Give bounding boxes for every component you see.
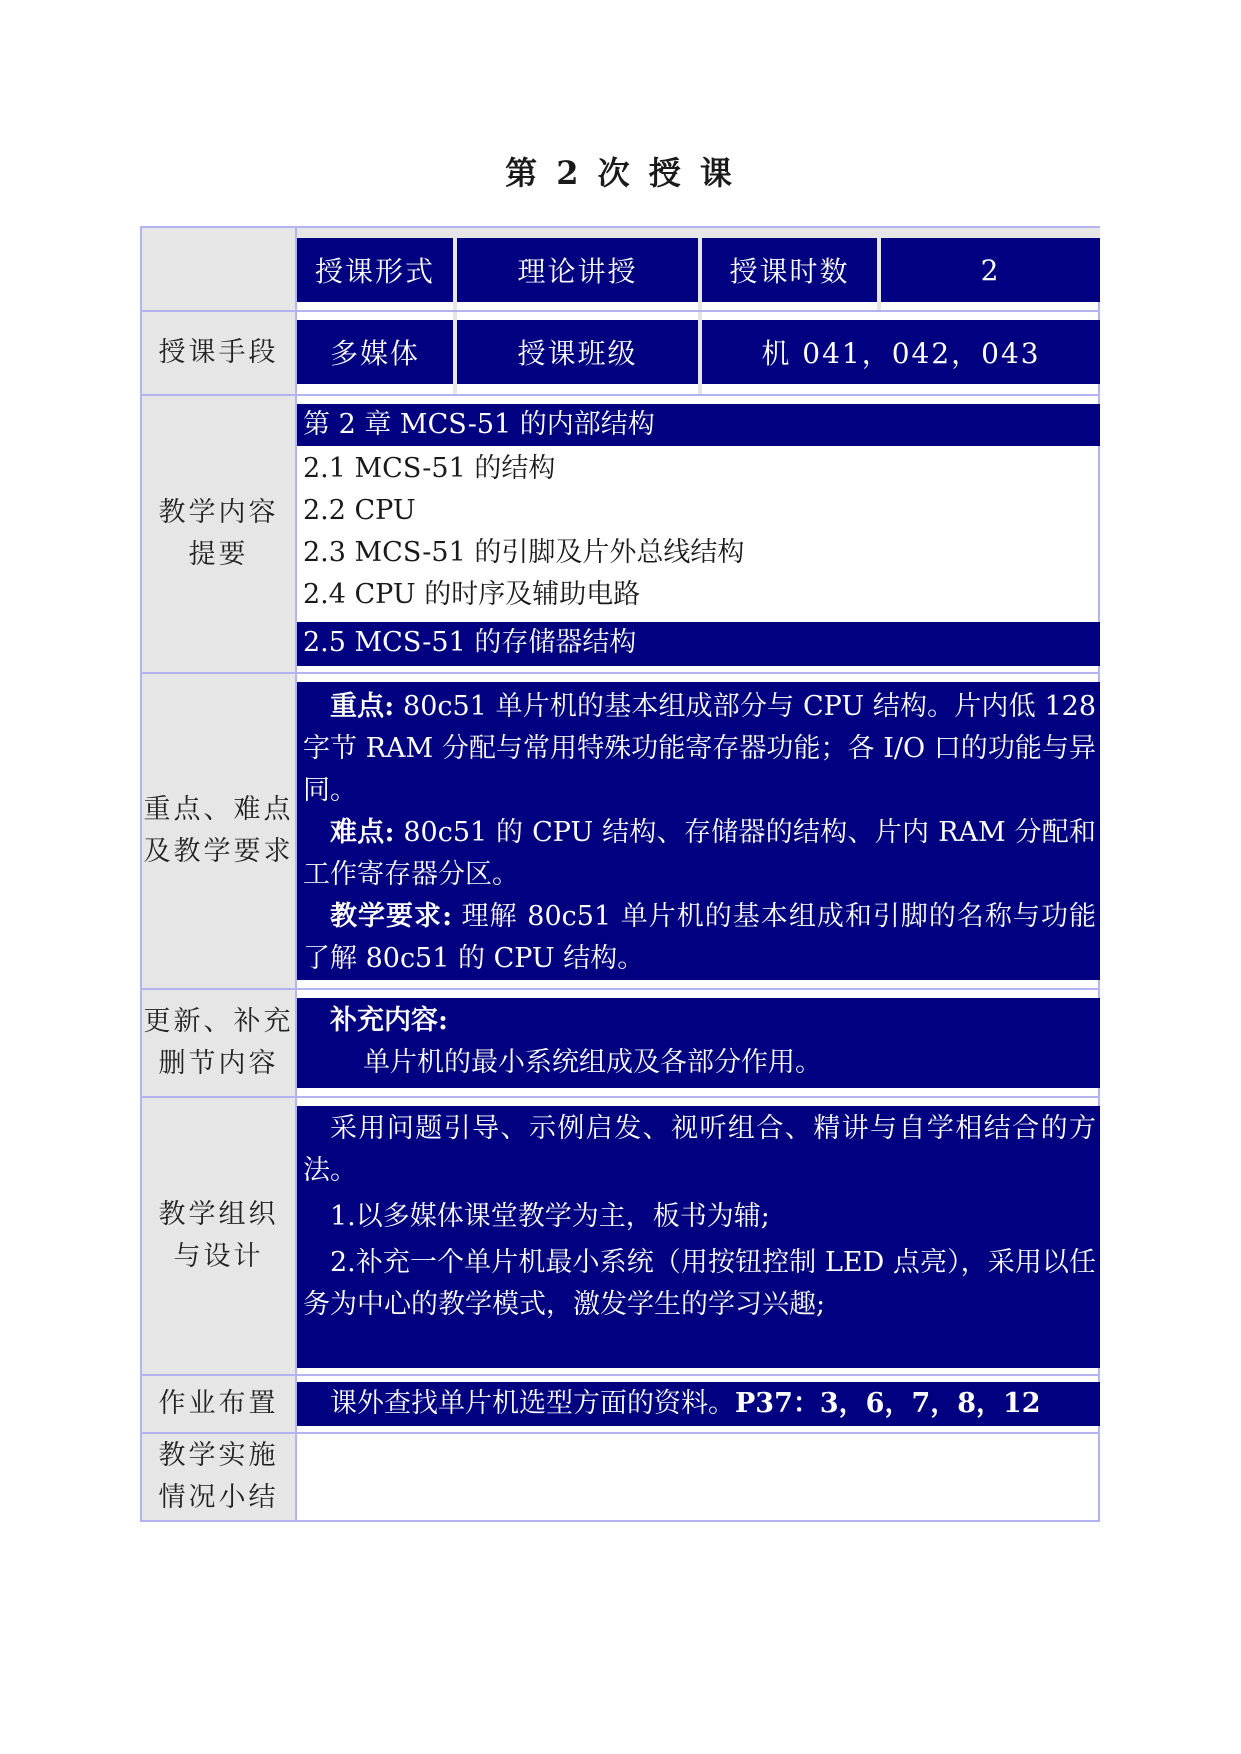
row-divider [297, 394, 1100, 396]
chapter-title: 第 2 章 MCS-51 的内部结构 [297, 404, 1100, 446]
key-text: 80c51 单片机的基本组成部分与 CPU 结构。片内低 128 字节 RAM 分配与常用特殊功能寄存器功能；各 I/O 口的功能与异同。 [303, 691, 1097, 806]
supplement-label [142, 990, 297, 1098]
focus-label-line2: 及教学要求 [143, 836, 294, 867]
focus-label-line1: 重点、难点 [143, 794, 294, 825]
design-label [142, 1098, 297, 1376]
supplement-head: 补充内容: [330, 1005, 448, 1036]
summary-label-line2: 情况小结 [158, 1482, 279, 1513]
content-item: 2.2 CPU [303, 495, 416, 526]
supplement-text: 单片机的最小系统组成及各部分作用。 [363, 1047, 822, 1078]
difficult-points [297, 812, 1100, 896]
summary-content [297, 1434, 1100, 1520]
content-label-line2: 提要 [188, 539, 249, 570]
design-para2: 1.以多媒体课堂教学为主，板书为辅; [330, 1201, 770, 1232]
homework-pages: P37：3，6，7，8，12 [735, 1388, 1041, 1419]
content-last-item: 2.5 MCS-51 的存储器结构 [297, 622, 1100, 666]
means-value: 多媒体 [297, 320, 453, 384]
focus-content [297, 682, 1100, 980]
requirements [297, 896, 1100, 980]
design-label-line2: 与设计 [173, 1241, 264, 1272]
lesson-table [140, 226, 1100, 1522]
hours-label: 授课时数 [702, 238, 877, 302]
content-item: 2.3 MCS-51 的引脚及片外总线结构 [303, 537, 745, 568]
means-label: 授课手段 [142, 312, 297, 396]
design-para3: 2.补充一个单片机最小系统（用按钮控制 LED 点亮），采用以任务为中心的教学模式，激发学生的学习兴趣; [303, 1247, 1096, 1320]
supplement-content [297, 998, 1100, 1088]
focus-label [142, 674, 297, 990]
mode-value: 理论讲授 [457, 238, 698, 302]
content-item: 2.1 MCS-51 的结构 [303, 453, 556, 484]
empty-corner-cell [142, 228, 297, 312]
supplement-label-line1: 更新、补充 [143, 1006, 294, 1037]
design-content [297, 1106, 1100, 1368]
content-items [297, 448, 1100, 616]
row-divider [297, 672, 1100, 674]
homework-label: 作业布置 [142, 1376, 297, 1434]
req-head: 教学要求: [330, 901, 453, 932]
class-value: 机 041，042，043 [702, 320, 1100, 384]
mode-label: 授课形式 [297, 238, 453, 302]
row-divider [297, 1096, 1100, 1098]
homework-content [297, 1382, 1100, 1426]
content-label [142, 396, 297, 674]
row-divider [297, 1374, 1100, 1376]
row-divider [297, 988, 1100, 990]
homework-text: 课外查找单片机选型方面的资料。 [330, 1388, 735, 1419]
summary-label [142, 1434, 297, 1520]
content-item: 2.4 CPU 的时序及辅助电路 [303, 579, 641, 610]
supplement-label-line2: 删节内容 [158, 1048, 279, 1079]
difficult-text: 80c51 的 CPU 结构、存储器的结构、片内 RAM 分配和工作寄存器分区。 [303, 817, 1096, 890]
design-label-line1: 教学组织 [158, 1199, 279, 1230]
class-label: 授课班级 [457, 320, 698, 384]
req-text: 理解 80c51 单片机的基本组成和引脚的名称与功能了解 80c51 的 CPU 结构。 [303, 901, 1096, 974]
hours-value: 2 [881, 238, 1100, 302]
page-title: 第 2 次 授 课 [505, 154, 736, 192]
summary-label-line1: 教学实施 [158, 1440, 279, 1471]
difficult-head: 难点: [330, 817, 395, 848]
design-para1: 采用问题引导、示例启发、视听组合、精讲与自学相结合的方法。 [303, 1113, 1096, 1186]
key-points [297, 686, 1100, 812]
key-head: 重点: [330, 691, 395, 722]
content-label-line1: 教学内容 [158, 497, 279, 528]
